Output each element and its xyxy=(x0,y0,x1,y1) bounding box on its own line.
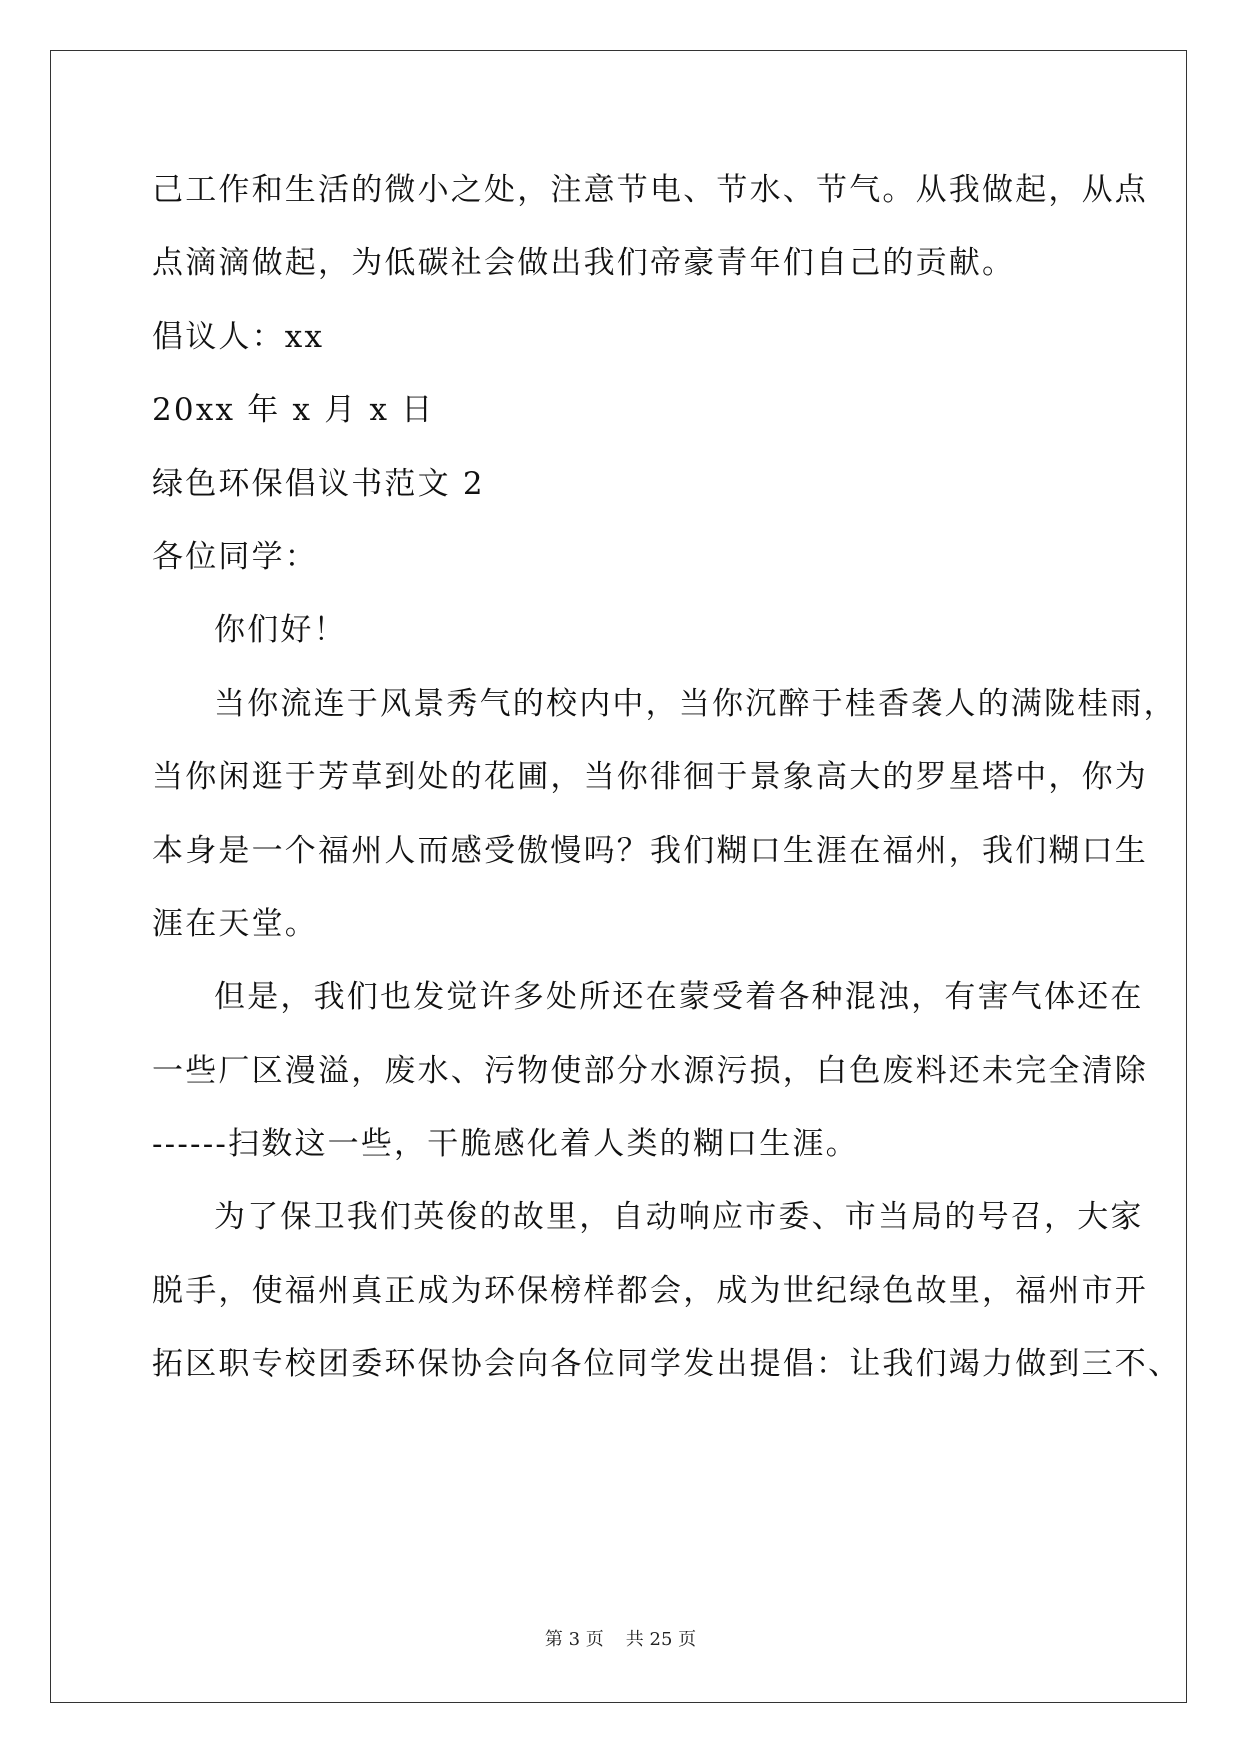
body-line: 但是，我们也发觉许多处所还在蒙受着各种混浊，有害气体还在 xyxy=(214,979,1144,1015)
body-line: 己工作和生活的微小之处，注意节电、节水、节气。从我做起，从点 xyxy=(152,172,1148,208)
greeting: 你们好！ xyxy=(214,612,347,648)
page-border xyxy=(50,50,1187,1703)
section-title: 绿色环保倡议书范文 2 xyxy=(152,466,485,502)
body-line: 本身是一个福州人而感受傲慢吗？我们糊口生涯在福州，我们糊口生 xyxy=(152,833,1148,869)
page-footer xyxy=(0,1628,1241,1652)
body-line: 点滴滴做起，为低碳社会做出我们帝豪青年们自己的贡献。 xyxy=(152,245,1016,281)
date-line: 20xx 年 x 月 x 日 xyxy=(152,392,435,428)
body-line: 一些厂区漫溢，废水、污物使部分水源污损，白色废料还未完全清除 xyxy=(152,1053,1148,1089)
page-total: 共 25 页 xyxy=(625,1629,697,1650)
salutation: 各位同学： xyxy=(152,539,318,575)
body-line: 拓区职专校团委环保协会向各位同学发出提倡：让我们竭力做到三不、 xyxy=(152,1346,1182,1382)
body-line: 涯在天堂。 xyxy=(152,906,318,942)
page-number: 第 3 页 xyxy=(544,1629,604,1650)
body-line: 脱手，使福州真正成为环保榜样都会，成为世纪绿色故里，福州市开 xyxy=(152,1273,1148,1309)
body-line: 为了保卫我们英俊的故里，自动响应市委、市当局的号召，大家 xyxy=(214,1199,1144,1235)
body-line: ------扫数这一些，干脆感化着人类的糊口生涯。 xyxy=(152,1126,859,1162)
signature-line: 倡议人：xx xyxy=(152,319,325,355)
body-line: 当你流连于风景秀气的校内中，当你沉醉于桂香袭人的满陇桂雨， xyxy=(214,686,1177,722)
body-line: 当你闲逛于芳草到处的花圃，当你徘徊于景象高大的罗星塔中，你为 xyxy=(152,759,1148,795)
